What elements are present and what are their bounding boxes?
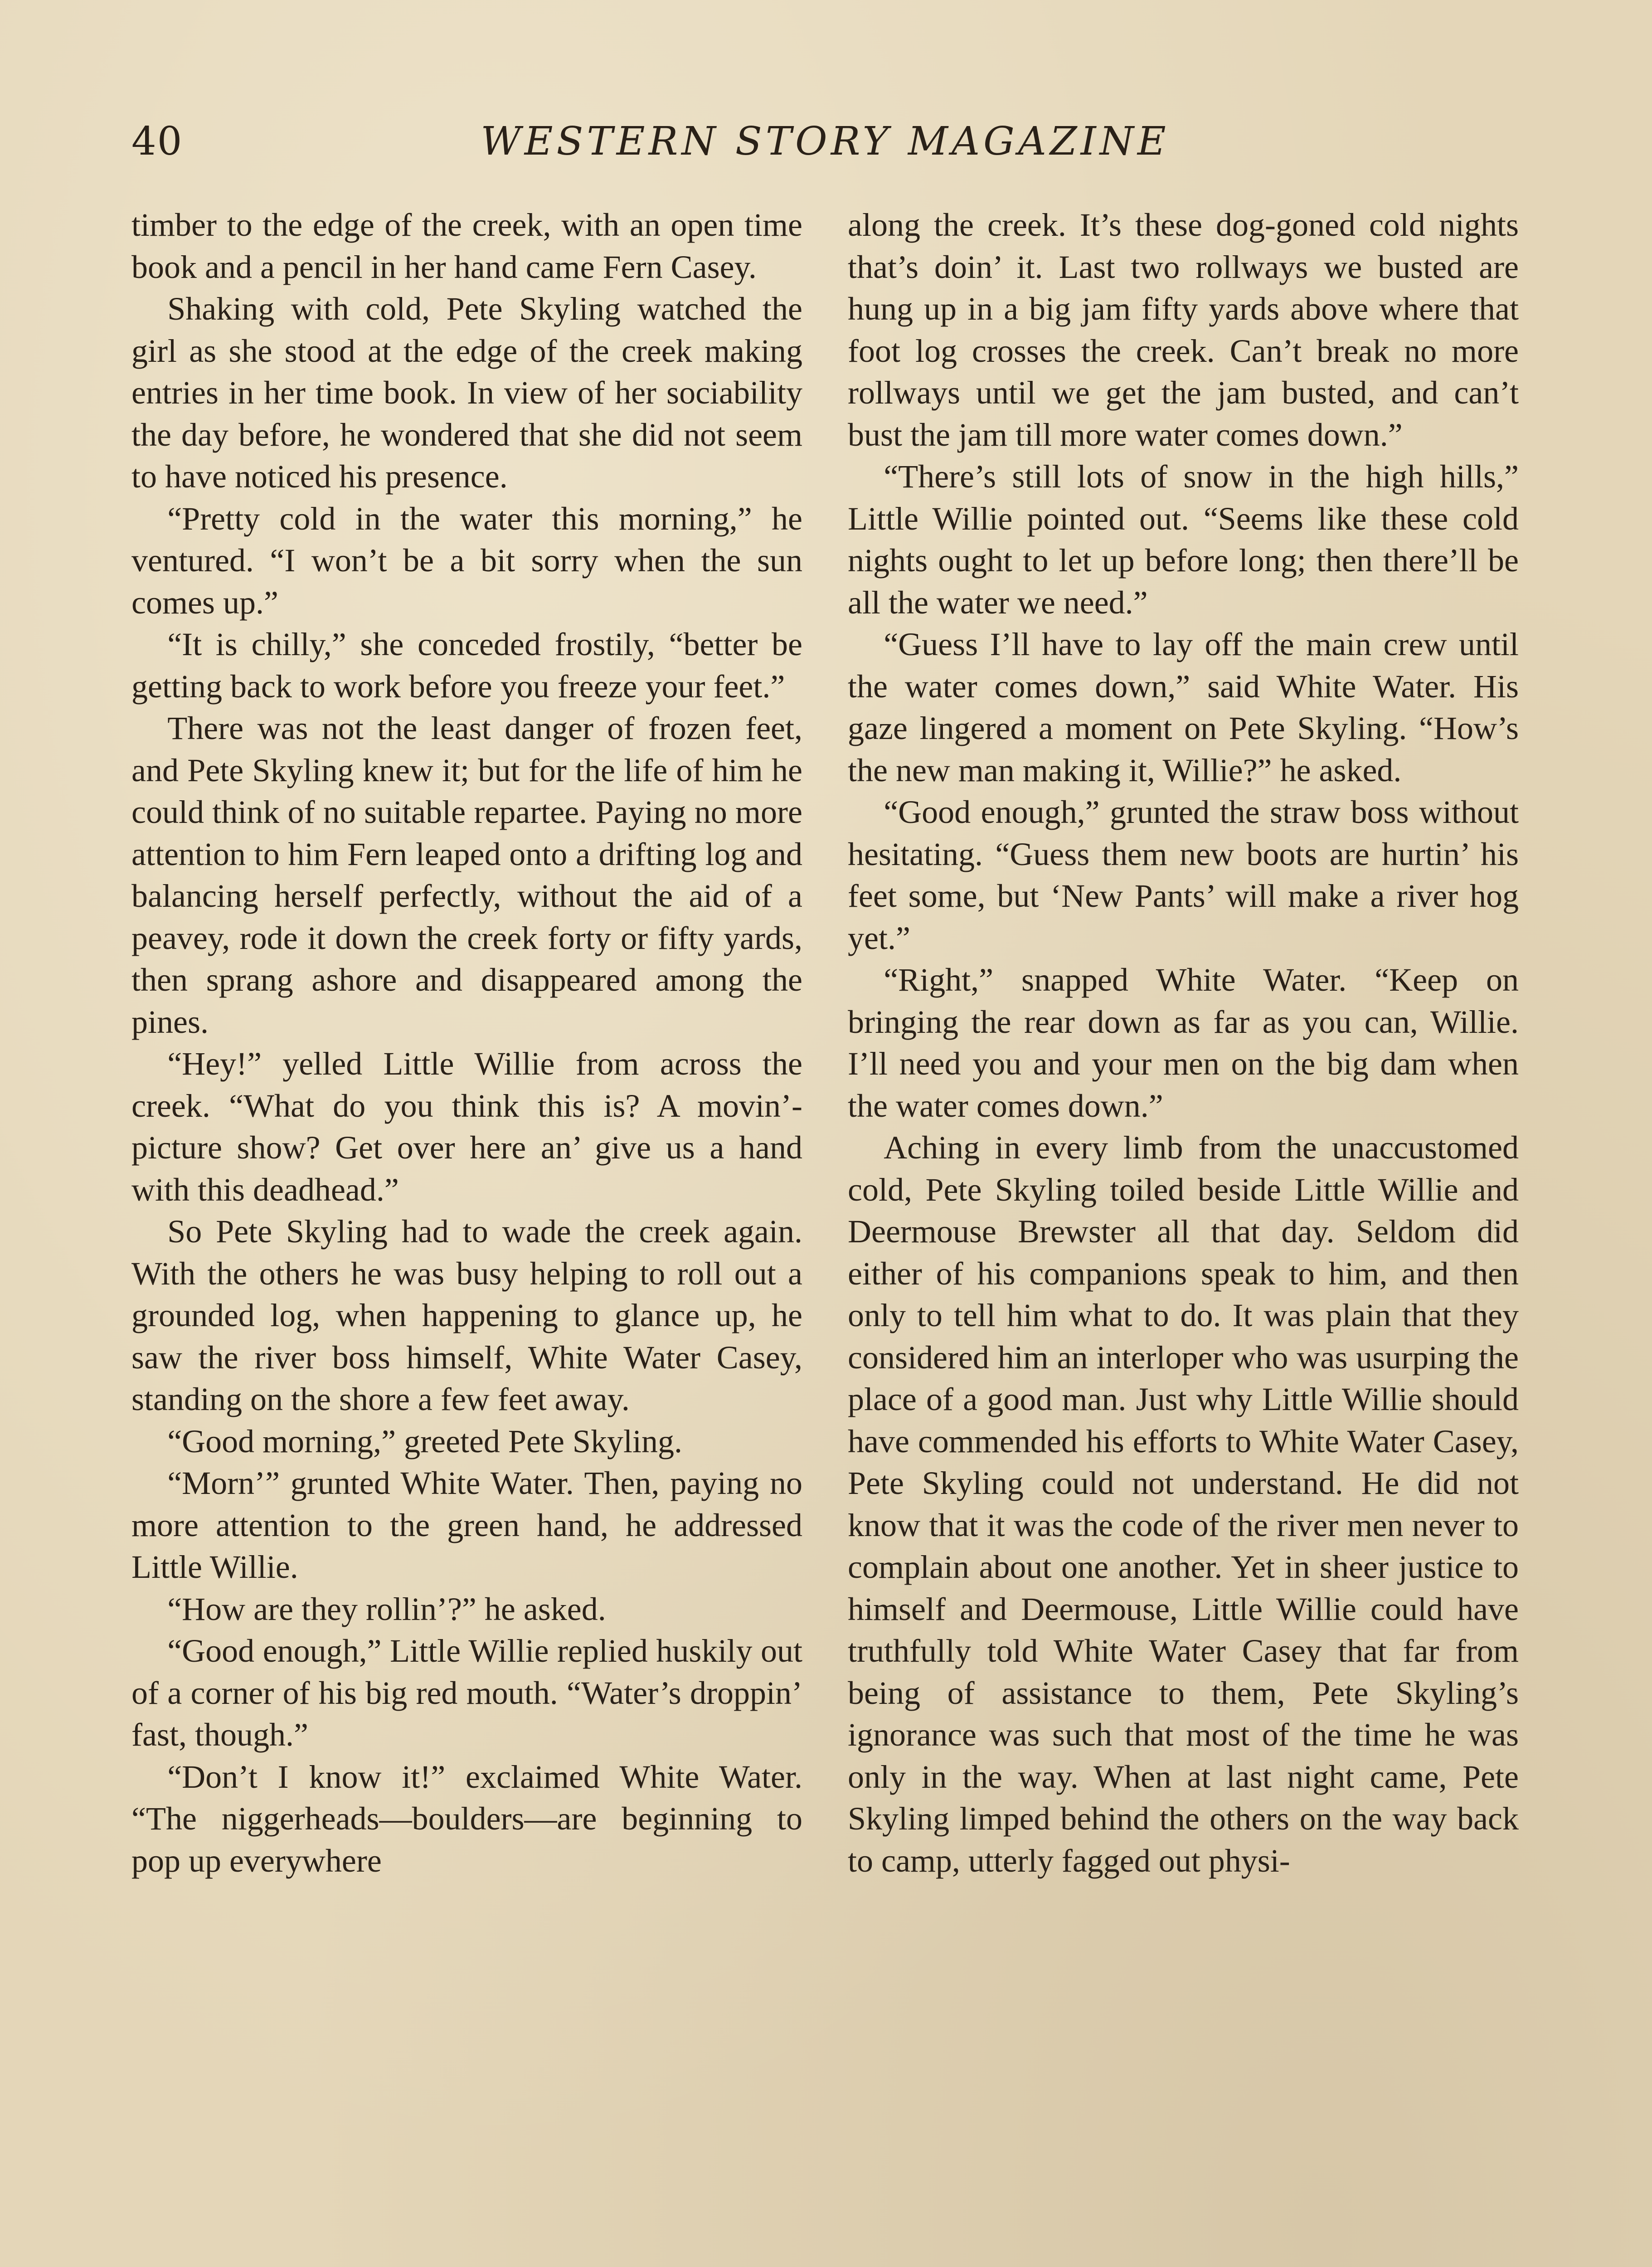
paragraph: “Good morning,” greeted Pete Skyling. <box>167 1423 682 1459</box>
paragraph: “There’s still lots of snow in the high hills,” Little Willie pointed out. “Seems like these cold nights ought to let up before long; then there’ll be all the water we need.” <box>848 458 1519 621</box>
paragraph: “Right,” snapped White Water. “Keep on bringing the rear down as far as you can, Willie. I’ll need you and your men on the big dam when the water comes down.” <box>848 962 1519 1124</box>
paragraph: “How are they rollin’?” he asked. <box>167 1591 606 1627</box>
paragraph: timber to the edge of the creek, with an open time book and a pencil in her hand came Fern Casey. <box>131 207 802 285</box>
paragraph: “It is chilly,” she conceded frostily, “better be getting back to work before you freeze your feet.” <box>131 626 802 705</box>
paragraph: There was not the least danger of frozen feet, and Pete Skyling knew it; but for the life of him he could think of no suitable repartee. Paying no more attention to him Fern leaped onto a drifting log and balancing herself perfectly, without the aid of a peavey, rode it down the creek forty or fifty yards, then sprang ashore and disappeared among the pines. <box>131 710 802 1040</box>
paragraph: So Pete Skyling had to wade the creek again. With the others he was busy helping to roll out a grounded log, when happening to glance up, he saw the river boss himself, White Water Casey, standing on the shore a few feet away. <box>131 1213 802 1417</box>
right-column <box>848 204 1519 2267</box>
page-header <box>131 119 1519 182</box>
paragraph: Aching in every limb from the unaccustomed cold, Pete Skyling toiled beside Little Willie and Deermouse Brewster all that day. Seldom did either of his companions speak to him, and then only to tell him what to do. It was plain that they considered him an interloper who was usurping the place of a good man. Just why Little Willie should have commended his efforts to White Water Casey, Pete Skyling could not understand. He did not know that it was the code of the river men never to complain about one another. Yet in sheer justice to himself and Deermouse, Little Willie could have truthfully told White Water Casey that far from being of assistance to them, Pete Skyling’s ignorance was such that most of the time he was only in the way. When at last night came, Pete Skyling limped behind the others on the way back to camp, utterly fagged out physi- <box>848 1129 1519 1879</box>
paragraph: “Don’t I know it!” exclaimed White Water. “The niggerheads—boulders—are beginning to pop up everywhere <box>131 1758 802 1879</box>
paragraph: along the creek. It’s these dog-goned cold nights that’s doin’ it. Last two rollways we busted are hung up in a big jam fifty yards above where that foot log crosses the creek. Can’t break no more rollways until we get the jam busted, and can’t bust the jam till more water comes down.” <box>848 207 1519 453</box>
paragraph: “Pretty cold in the water this morning,” he ventured. “I won’t be a bit sorry when the sun comes up.” <box>131 500 802 621</box>
page-number: 40 <box>131 119 183 164</box>
paragraph: “Good enough,” grunted the straw boss without hesitating. “Guess them new boots are hurtin’ his feet some, but ‘New Pants’ will make a river hog yet.” <box>848 794 1519 956</box>
paragraph: “Hey!” yelled Little Willie from across the creek. “What do you think this is? A movin’-picture show? Get over here an’ give us a hand with this deadhead.” <box>131 1046 802 1208</box>
paragraph: “Guess I’ll have to lay off the main crew until the water comes down,” said White Water. His gaze lingered a moment on Pete Skyling. “How’s the new man making it, Willie?” he asked. <box>848 626 1519 788</box>
paragraph: “Good enough,” Little Willie replied huskily out of a corner of his big red mouth. “Water’s droppin’ fast, though.” <box>131 1633 802 1753</box>
paragraph: “Morn’” grunted White Water. Then, paying no more attention to the green hand, he addressed Little Willie. <box>131 1465 802 1585</box>
magazine-title: WESTERN STORY MAGAZINE <box>481 119 1170 164</box>
paragraph: Shaking with cold, Pete Skyling watched the girl as she stood at the edge of the creek making entries in her time book. In view of her sociability the day before, he wondered that she did not seem to have noticed his presence. <box>131 291 802 495</box>
left-column <box>131 204 802 2267</box>
